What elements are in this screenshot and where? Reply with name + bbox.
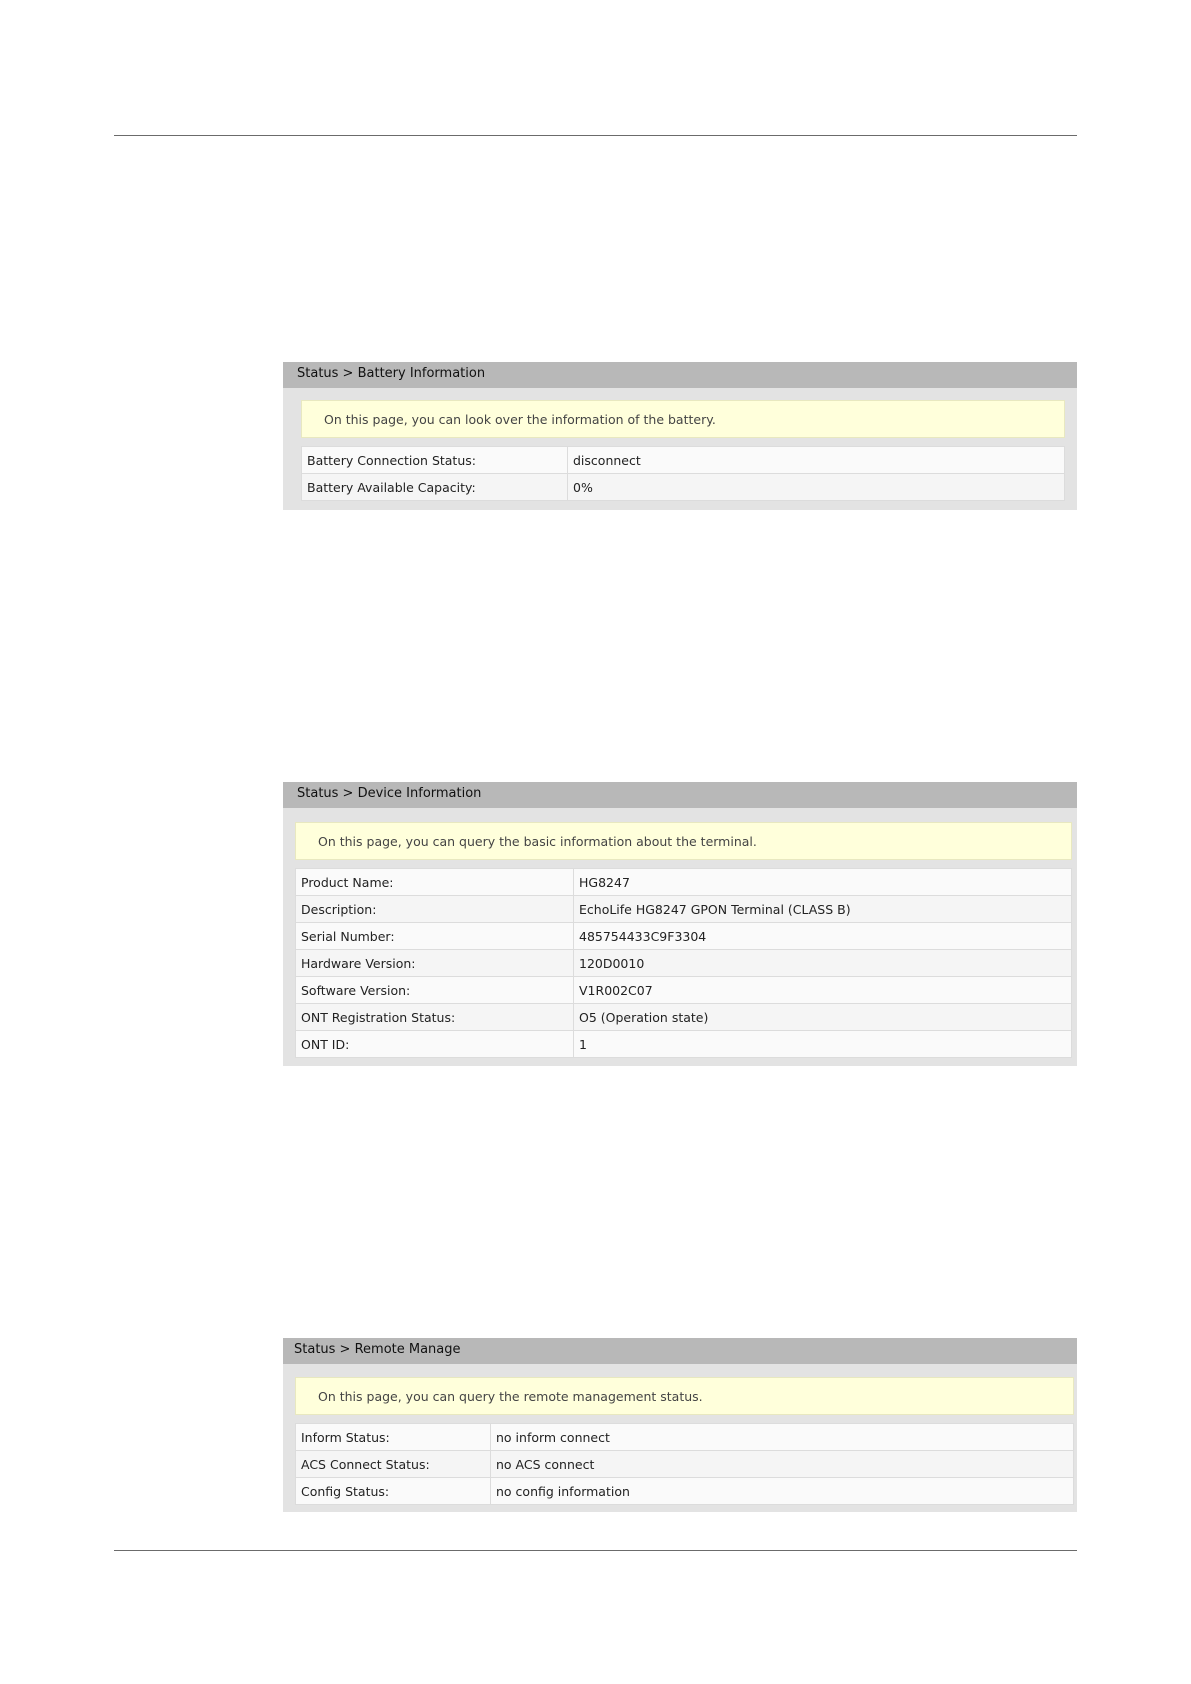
table-row [296, 1004, 1072, 1031]
table-row [296, 977, 1072, 1004]
table-row [296, 869, 1072, 896]
table-row [296, 1031, 1072, 1058]
table-row [296, 950, 1072, 977]
info-notice: On this page, you can query the basic information about the terminal. [295, 822, 1072, 860]
table-row [296, 1478, 1074, 1505]
row-value: EchoLife HG8247 GPON Terminal (CLASS B) [574, 896, 1072, 923]
row-label: Serial Number: [296, 923, 574, 950]
row-label: Hardware Version: [296, 950, 574, 977]
row-label: Battery Available Capacity: [302, 474, 568, 501]
battery-information-panel [283, 362, 1077, 510]
row-value: V1R002C07 [574, 977, 1072, 1004]
row-label: Config Status: [296, 1478, 491, 1505]
row-label: ONT ID: [296, 1031, 574, 1058]
row-value: no config information [491, 1478, 1074, 1505]
row-value: 120D0010 [574, 950, 1072, 977]
device-information-panel [283, 782, 1077, 1066]
panel-breadcrumb: Status > Device Information [283, 782, 1077, 808]
header-rule [114, 135, 1077, 136]
table-row [302, 447, 1065, 474]
info-notice: On this page, you can query the remote management status. [295, 1377, 1074, 1415]
remote-info-table [295, 1423, 1074, 1505]
row-value: HG8247 [574, 869, 1072, 896]
panel-breadcrumb: Status > Remote Manage [283, 1338, 1077, 1364]
row-label: ACS Connect Status: [296, 1451, 491, 1478]
row-label: Description: [296, 896, 574, 923]
row-value: no ACS connect [491, 1451, 1074, 1478]
row-label: Inform Status: [296, 1424, 491, 1451]
row-label: Software Version: [296, 977, 574, 1004]
table-row [296, 1451, 1074, 1478]
table-row [296, 923, 1072, 950]
row-label: ONT Registration Status: [296, 1004, 574, 1031]
row-label: Product Name: [296, 869, 574, 896]
table-row [296, 896, 1072, 923]
row-value: disconnect [568, 447, 1065, 474]
row-label: Battery Connection Status: [302, 447, 568, 474]
battery-info-table [301, 446, 1065, 501]
row-value: 0% [568, 474, 1065, 501]
device-info-table [295, 868, 1072, 1058]
row-value: 1 [574, 1031, 1072, 1058]
info-notice: On this page, you can look over the information of the battery. [301, 400, 1065, 438]
table-row [296, 1424, 1074, 1451]
row-value: no inform connect [491, 1424, 1074, 1451]
remote-manage-panel [283, 1338, 1077, 1512]
row-value: O5 (Operation state) [574, 1004, 1072, 1031]
footer-rule [114, 1550, 1077, 1551]
table-row [302, 474, 1065, 501]
row-value: 485754433C9F3304 [574, 923, 1072, 950]
panel-breadcrumb: Status > Battery Information [283, 362, 1077, 388]
